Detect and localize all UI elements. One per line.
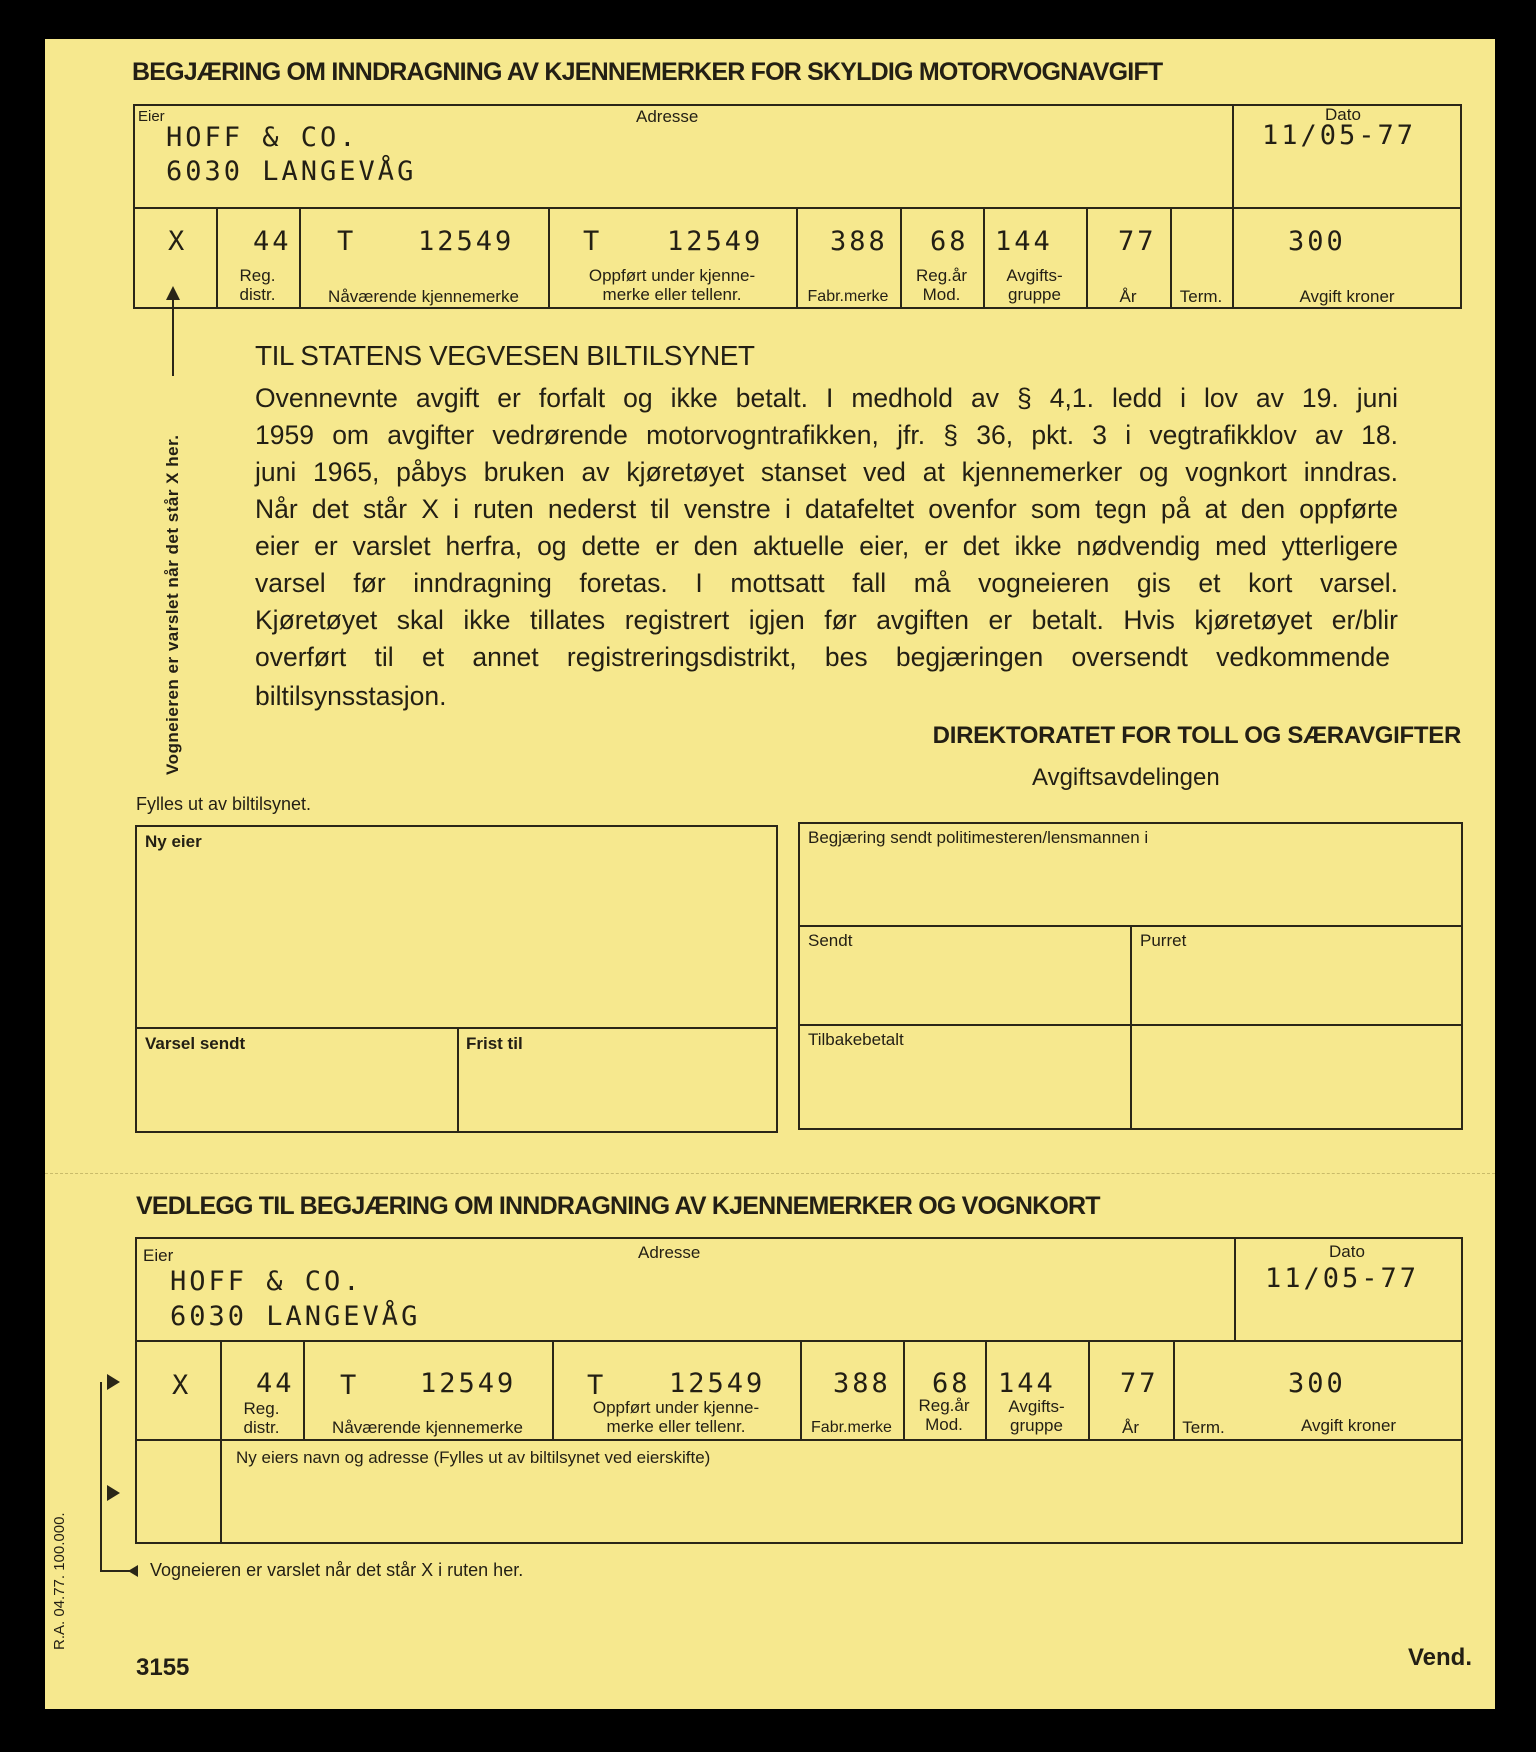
body-line: juni 1965, påbys bruken av kjøretøyet stanset ved at kjennemerker og vognkort inndras.: [255, 457, 1398, 487]
registered-prefix: T: [587, 1370, 607, 1401]
reg-distr-label: Reg. distr.: [243, 1399, 280, 1437]
term-label: Term.: [1182, 1418, 1225, 1437]
reg-distr-label: Reg. distr.: [239, 266, 276, 304]
refunded-label: Tilbakebetalt: [808, 1030, 904, 1049]
reg-distr-value: 44: [256, 1368, 295, 1399]
registered-prefix: T: [583, 226, 603, 257]
issuer-name: DIREKTORATET FOR TOLL OG SÆRAVGIFTER: [932, 722, 1461, 749]
perforation-line: [45, 1173, 1495, 1174]
fee-amount-value: 300: [1288, 226, 1346, 257]
plate-prefix: T: [337, 226, 357, 257]
fee-group-value: 144: [995, 226, 1053, 257]
sent-label: Sendt: [808, 931, 853, 950]
recipient-heading: TIL STATENS VEGVESEN BILTILSYNET: [255, 340, 755, 371]
current-plate-label: Nåværende kjennemerke: [328, 287, 519, 306]
body-line: overført til et annet registreringsdistrikt, bes begjæringen oversendt vedkommende: [255, 642, 1390, 672]
owner-label: Eier: [138, 108, 165, 125]
registered-under-label: Oppført under kjenne- merke eller tellenr.: [588, 266, 756, 304]
turn-over-note: Vend.: [1407, 1644, 1472, 1671]
vertical-notice: Vogneieren er varslet når det står X her.: [163, 434, 182, 775]
fee-group-label: Avgifts- gruppe: [1008, 1397, 1065, 1435]
arrow-line: [172, 296, 174, 376]
reg-year-label: Reg.år Mod.: [915, 266, 968, 304]
fee-amount-label: Avgift kroner: [1299, 287, 1395, 306]
address-label: Adresse: [636, 107, 699, 126]
owner-address: 6030 LANGEVÅG: [166, 156, 417, 187]
fill-note: Fylles ut av biltilsynet.: [136, 794, 312, 814]
term-label: Term.: [1179, 287, 1223, 306]
registered-under-label: Oppført under kjenne- merke eller tellenr.: [592, 1398, 760, 1436]
year-value: 77: [1118, 226, 1157, 257]
owner-name: HOFF & CO.: [166, 122, 359, 153]
issuer-department: Avgiftsavdelingen: [1032, 764, 1220, 791]
reg-year-value: 68: [930, 226, 969, 257]
make-value: 388: [833, 1368, 891, 1399]
owner-address: 6030 LANGEVÅG: [170, 1301, 421, 1332]
year-label: År: [1119, 287, 1137, 306]
fee-amount-label: Avgift kroner: [1300, 1416, 1397, 1435]
year-value: 77: [1120, 1368, 1159, 1399]
reg-year-value: 68: [932, 1368, 971, 1399]
registered-number: 12549: [667, 226, 764, 257]
date-label: Dato: [1329, 1242, 1365, 1261]
notified-note: Vogneieren er varslet når det står X i ruten her.: [150, 1560, 524, 1580]
reg-distr-value: 44: [253, 226, 292, 257]
address-label: Adresse: [638, 1243, 701, 1262]
print-code: R.A. 04.77. 100.000.: [51, 1512, 68, 1650]
request-sent-label: Begjæring sendt politimesteren/lensmannen i: [808, 828, 1149, 847]
body-line: varsel før inndragning foretas. I mottsatt fall må vogneieren gis et kort varsel.: [255, 568, 1398, 598]
registered-number: 12549: [669, 1368, 766, 1399]
bracket-line: [100, 1570, 130, 1572]
notice-sent-label: Varsel sendt: [145, 1034, 246, 1053]
arrow-left-icon: [128, 1565, 138, 1577]
new-owner-label: Ny eier: [145, 832, 202, 851]
date-value: 11/05-77: [1262, 120, 1417, 151]
fee-amount-value: 300: [1288, 1368, 1346, 1399]
make-value: 388: [830, 226, 888, 257]
owner-name: HOFF & CO.: [170, 1266, 363, 1297]
new-owner-address-label: Ny eiers navn og adresse (Fylles ut av biltilsynet ved eierskifte): [236, 1448, 711, 1467]
owner-label: Eier: [143, 1246, 174, 1265]
current-plate-label: Nåværende kjennemerke: [332, 1418, 523, 1437]
date-label: Dato: [1325, 105, 1361, 124]
reminded-label: Purret: [1140, 931, 1187, 950]
body-line: eier er varslet herfra, og dette er den aktuelle eier, er det ikke nødvendig med ytterligere: [255, 531, 1398, 561]
marker-arrow-icon: [107, 1374, 120, 1390]
body-line: Ovennevnte avgift er forfalt og ikke betalt. I medhold av § 4,1. ledd i lov av 19. juni: [255, 383, 1398, 413]
body-line: Når det står X i ruten nederst til venstre i datafeltet ovenfor som tegn på at den oppførte: [255, 494, 1398, 524]
notified-mark: X: [168, 226, 188, 257]
notified-mark: X: [172, 1370, 192, 1401]
plate-number: 12549: [418, 226, 515, 257]
fee-group-value: 144: [998, 1368, 1056, 1399]
body-line: biltilsynsstasjon.: [255, 681, 447, 711]
body-line: Kjøretøyet skal ikke tillates registrert igjen før avgiften er betalt. Hvis kjøretøyet er/blir: [255, 605, 1398, 635]
make-label: Fabr.merke: [807, 288, 889, 305]
make-label: Fabr.merke: [811, 1419, 892, 1436]
form-title: BEGJÆRING OM INNDRAGNING AV KJENNEMERKER FOR SKYLDIG MOTORVOGNAVGIFT: [132, 58, 1163, 86]
bracket-line: [100, 1382, 102, 1572]
plate-number: 12549: [420, 1368, 517, 1399]
plate-prefix: T: [340, 1370, 360, 1401]
fee-group-label: Avgifts- gruppe: [1006, 266, 1063, 304]
arrow-up-icon: [166, 286, 180, 300]
form-number: 3155: [136, 1654, 190, 1681]
marker-arrow-icon: [107, 1485, 120, 1501]
date-value: 11/05-77: [1265, 1263, 1420, 1294]
reg-year-label: Reg.år Mod.: [918, 1396, 970, 1434]
deadline-label: Frist til: [466, 1034, 523, 1053]
attachment-title: VEDLEGG TIL BEGJÆRING OM INNDRAGNING AV KJENNEMERKER OG VOGNKORT: [136, 1192, 1100, 1220]
year-label: År: [1122, 1418, 1139, 1437]
body-line: 1959 om avgifter vedrørende motorvogntrafikken, jfr. § 36, pkt. 3 i vegtrafikklov av 18.: [255, 420, 1398, 450]
